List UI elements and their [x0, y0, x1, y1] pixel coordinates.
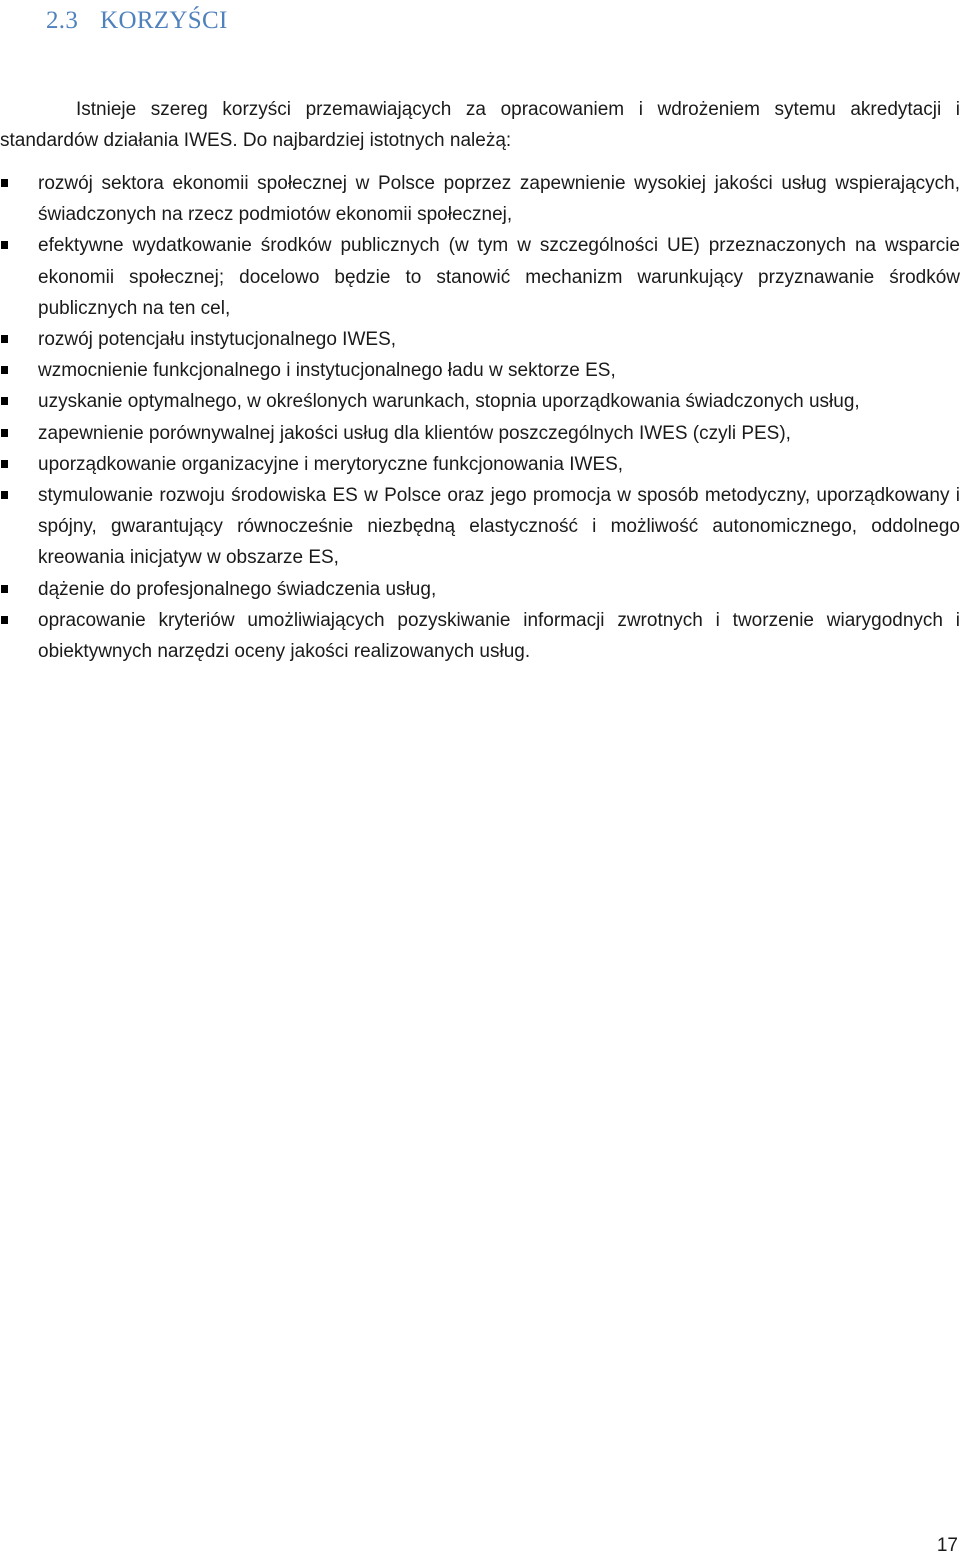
- list-item-text: dążenie do profesjonalnego świadczenia usług,: [38, 578, 437, 600]
- list-item: [0, 230, 960, 324]
- square-bullet-icon: [1, 179, 8, 187]
- list-item-text: rozwój sektora ekonomii społecznej w Polsce poprzez zapewnienie wysokiej jakości usług wspierających, świadczonych na rzecz podmiotów ekonomii społecznej,: [38, 173, 960, 226]
- list-item-text: wzmocnienie funkcjonalnego i instytucjonalnego ładu w sektorze ES,: [38, 360, 616, 382]
- square-bullet-icon: [1, 460, 8, 468]
- square-bullet-icon: [1, 241, 8, 249]
- list-item: [0, 386, 960, 417]
- square-bullet-icon: [1, 585, 8, 593]
- list-item: [0, 418, 960, 449]
- list-item-text: efektywne wydatkowanie środków publicznych (w tym w szczególności UE) przeznaczonych na wsparcie ekonomii społecznej; docelowo będzie to stanowić mechanizm warunkujący przyznawanie środków publicznych na ten cel,: [38, 235, 960, 319]
- square-bullet-icon: [1, 616, 8, 624]
- square-bullet-icon: [1, 366, 8, 374]
- list-item: [0, 605, 960, 667]
- section-number: 2.3: [46, 7, 79, 34]
- list-item-text: rozwój potencjału instytucjonalnego IWES,: [38, 329, 397, 351]
- square-bullet-icon: [1, 491, 8, 499]
- list-item-text: uporządkowanie organizacyjne i merytoryczne funkcjonowania IWES,: [38, 453, 624, 475]
- list-item-text: uzyskanie optymalnego, w określonych warunkach, stopnia uporządkowania świadczonych usług,: [38, 391, 860, 413]
- list-item-text: opracowanie kryteriów umożliwiających pozyskiwanie informacji zwrotnych i tworzenie wiarygodnych i obiektywnych narzędzi oceny jakości realizowanych usług.: [38, 609, 960, 663]
- benefits-list: [0, 168, 960, 667]
- list-item: [0, 480, 960, 574]
- list-item-text: zapewnienie porównywalnej jakości usług dla klientów poszczególnych IWES (czyli PES),: [38, 422, 791, 444]
- list-item: [0, 168, 960, 230]
- page-number: 17: [936, 1535, 958, 1556]
- square-bullet-icon: [1, 429, 8, 437]
- square-bullet-icon: [1, 335, 8, 343]
- list-item-text: stymulowanie rozwoju środowiska ES w Polsce oraz jego promocja w sposób metodyczny, uporządkowany i spójny, gwarantujący równocześnie niezbędną elastyczność i możliwość autonomicznego, oddolnego kreowania inicjatyw w obszarze ES,: [38, 485, 960, 569]
- list-item: [0, 574, 960, 605]
- section-heading: [46, 4, 228, 38]
- list-item: [0, 324, 960, 355]
- list-item: [0, 449, 960, 480]
- square-bullet-icon: [1, 397, 8, 405]
- intro-paragraph: Istnieje szereg korzyści przemawiających za opracowaniem i wdrożeniem sytemu akredytacji i standardów działania IWES. Do najbardziej istotnych należą:: [0, 99, 960, 151]
- section-title: KORZYŚCI: [100, 7, 228, 34]
- list-item: [0, 355, 960, 386]
